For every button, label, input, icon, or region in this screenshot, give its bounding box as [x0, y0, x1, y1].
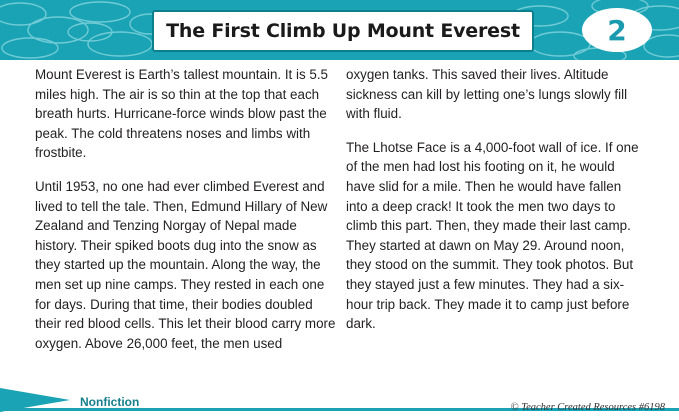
paragraph: The Lhotse Face is a 4,000-foot wall of ice. If one of the men had lost his footing on it, he would have slid for a mile. Then he would have fallen into a deep crack! It took the men two days to climb this part. Then, they made their last camp. They started at dawn on May 29. Around noon, they stood on the summit. They took photos. But they stayed just a few minutes. They had a six-hour trip back. They made it to camp just before dark.: [346, 139, 639, 332]
header-banner: [0, 0, 679, 60]
paragraph: Mount Everest is Earth’s tallest mountain. It is 5.5 miles high. The air is so thin at the top that each breath hurts. Hurricane-force winds blow past the peak. The cold threatens noses and limbs with frostbite.: [35, 67, 328, 161]
page-number-badge: [582, 8, 652, 52]
right-column: [346, 65, 646, 348]
category-label: Nonfiction: [80, 395, 140, 409]
left-column: [35, 65, 340, 367]
paragraph: oxygen tanks. This saved their lives. Altitude sickness can kill by letting one’s lungs slowly fill with fluid.: [346, 67, 628, 122]
page-number: 2: [607, 13, 627, 47]
paragraph: Until 1953, no one had ever climbed Everest and lived to tell the tale. Then, Edmund Hillary of New Zealand and Tenzing Norgay of Nepal made history. Their spiked boots dug into the snow as they started up the mountain. Along the way, the men set up nine camps. They rested in each one for days. During that time, their bodies doubled their red blood cells. This let their blood carry more oxygen. Above 26,000 feet, the men used: [35, 178, 336, 351]
copyright-notice: © Teacher Created Resources #6198: [510, 402, 665, 413]
page-title: The First Climb Up Mount Everest: [166, 20, 520, 42]
title-box: [152, 10, 534, 52]
